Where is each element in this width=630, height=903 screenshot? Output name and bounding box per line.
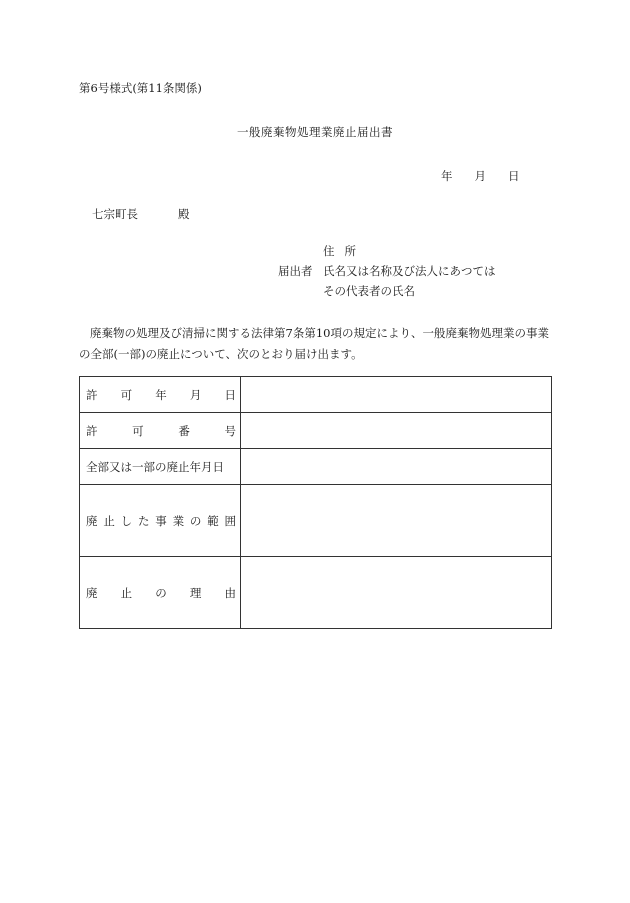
addressee (92, 209, 190, 221)
table-label-char: 号 (224, 423, 236, 438)
label-abolition-reason (86, 585, 236, 601)
value-abolition-reason[interactable] (241, 557, 552, 629)
date-year-label: 年 (441, 169, 453, 183)
addressee-honorific: 殿 (178, 207, 190, 221)
table-label-char: 月 (189, 387, 202, 402)
label-permit-number (86, 423, 236, 439)
value-permit-number[interactable] (241, 413, 552, 449)
table-label-char: し (120, 513, 133, 528)
date-month-label: 月 (474, 169, 486, 183)
info-table (79, 376, 552, 629)
table-label-char: の (155, 585, 167, 600)
address-label: 住所 (323, 244, 366, 258)
date-day-label: 日 (508, 169, 520, 183)
table-label-cell (80, 557, 241, 629)
table-label-cell (80, 377, 241, 413)
table-label-char: 許 (86, 423, 98, 438)
notifier-name-label: 氏名又は名称及び法人にあつては (323, 264, 496, 278)
value-permit-date[interactable] (241, 377, 552, 413)
addressee-name: 七宗町長 (92, 207, 138, 221)
table-row-permit-number (80, 413, 552, 449)
table-label-cell (80, 485, 241, 557)
table-label-char: 廃 (86, 513, 98, 528)
label-abolished-scope (86, 513, 236, 529)
table-label-char: 年 (155, 387, 167, 402)
table-label-char: 業 (172, 513, 185, 528)
label-abolition-date (86, 459, 236, 475)
table-label-char: た (137, 513, 150, 528)
value-abolition-date[interactable] (241, 449, 552, 485)
table-row-abolition-reason (80, 557, 552, 629)
table-label-char: 理 (189, 585, 202, 600)
table-label-char: 止 (120, 585, 133, 600)
table-label-char: 範 (207, 513, 219, 528)
form-number: 第6号様式(第11条関係) (79, 81, 202, 95)
table-label-char: 番 (178, 423, 190, 438)
notifier-representative-label: その代表者の氏名 (323, 284, 415, 298)
table-label-char: 許 (86, 387, 98, 402)
body-text: 廃棄物の処理及び清掃に関する法律第7条第10項の規定により、一般廃棄物処理業の事業の全部(一部)の廃止について、次のとおり届け出ます。 (79, 326, 549, 361)
table-label-char: 囲 (224, 513, 236, 528)
table-label-cell (80, 413, 241, 449)
table-row-permit-date (80, 377, 552, 413)
notifier-label: 届出者 (278, 264, 313, 278)
table-label-char: の (189, 513, 202, 528)
table-label-char: 全部又は一部の廃止年月日 (86, 459, 224, 474)
document-title: 一般廃棄物処理業廃止届出書 (237, 125, 393, 139)
table-label-char: 可 (120, 387, 133, 402)
label-permit-date (86, 387, 236, 403)
table-label-char: 事 (155, 513, 167, 528)
table-row-abolition-date (80, 449, 552, 485)
value-abolished-scope[interactable] (241, 485, 552, 557)
table-row-abolished-scope (80, 485, 552, 557)
notifier-address-label (323, 246, 366, 258)
table-label-char: 廃 (86, 585, 98, 600)
table-label-char: 日 (224, 387, 236, 402)
table-label-char: 由 (224, 585, 236, 600)
table-label-char: 止 (103, 513, 115, 528)
date-row (441, 171, 520, 183)
table-label-char: 可 (132, 423, 144, 438)
table-label-cell (80, 449, 241, 485)
